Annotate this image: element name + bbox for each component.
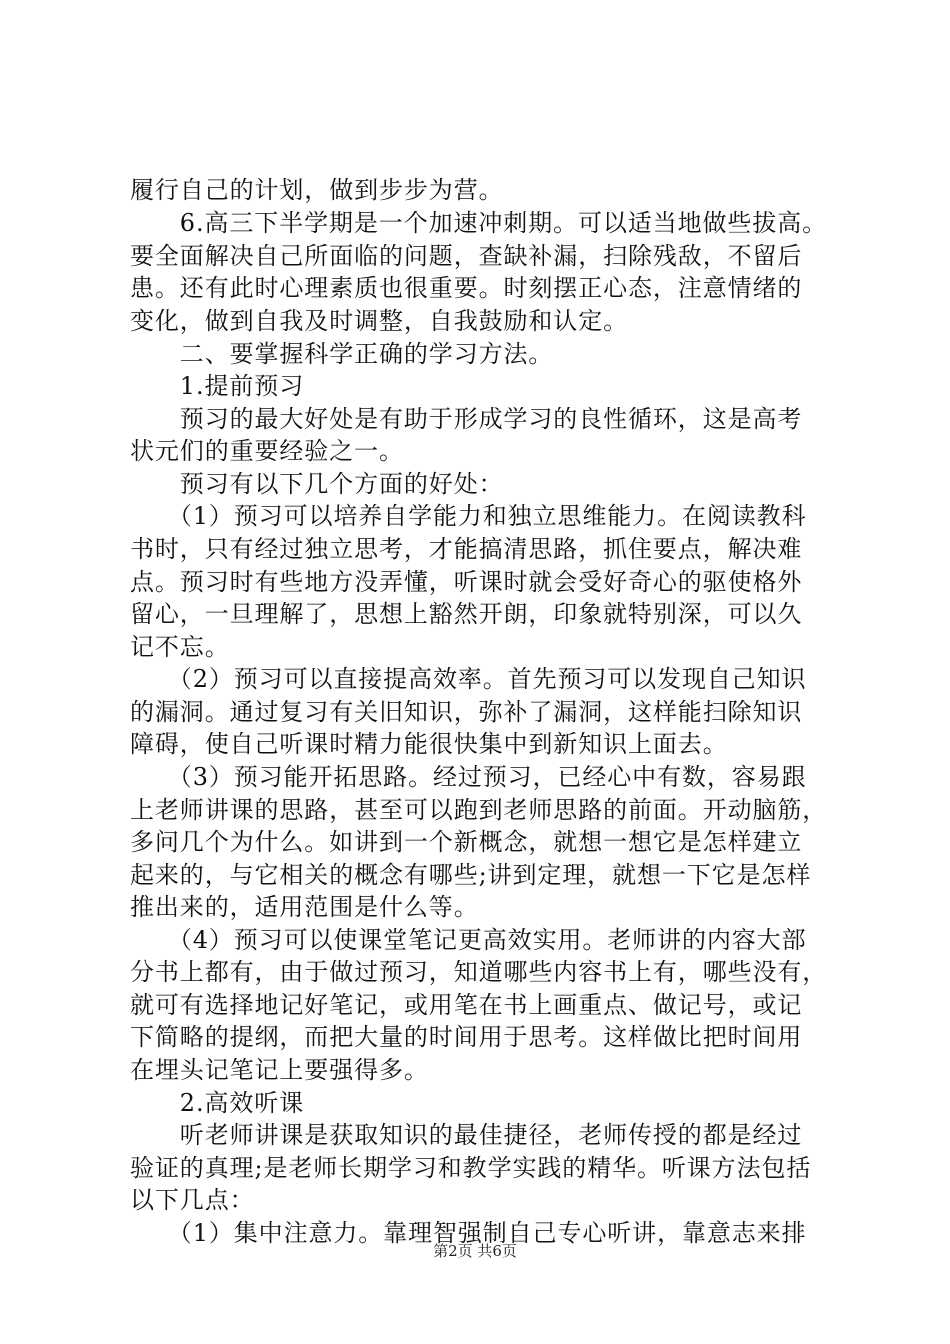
text-line: 患。还有此时心理素质也很重要。时刻摆正心态，注意情绪的 [130, 274, 803, 302]
page-number-footer: 第2页 共6页 [433, 1242, 517, 1260]
text-line: 履行自己的计划，做到步步为营。 [130, 176, 504, 204]
text-line: 起来的，与它相关的概念有哪些;讲到定理，就想一下它是怎样 [130, 861, 812, 889]
text-line: 变化，做到自我及时调整，自我鼓励和认定。 [130, 307, 628, 335]
subsection-heading: 2.高效听课 [130, 1089, 305, 1117]
text-line: 预习有以下几个方面的好处： [130, 470, 504, 498]
text-line: 分书上都有，由于做过预习，知道哪些内容书上有，哪些没有， [130, 958, 828, 986]
text-line: 在埋头记笔记上要强得多。 [130, 1056, 429, 1084]
text-line: 预习的最大好处是有助于形成学习的良性循环，这是高考 [130, 405, 803, 433]
text-line: 6.高三下半学期是一个加速冲刺期。可以适当地做些拔高。 [130, 209, 827, 237]
text-line: 书时，只有经过独立思考，才能搞清思路，抓住要点，解决难 [130, 535, 803, 563]
text-line: （2）预习可以直接提高效率。首先预习可以发现自己知识 [130, 665, 807, 693]
text-line: 点。预习时有些地方没弄懂，听课时就会受好奇心的驱使格外 [130, 568, 803, 596]
text-line: （3）预习能开拓思路。经过预习，已经心中有数，容易跟 [130, 763, 807, 791]
text-line: 就可有选择地记好笔记，或用笔在书上画重点、做记号，或记 [130, 991, 803, 1019]
text-line: 状元们的重要经验之一。 [130, 437, 404, 465]
text-line: 以下几点： [130, 1186, 255, 1214]
text-line: 记不忘。 [130, 633, 230, 661]
text-line: 的漏洞。通过复习有关旧知识，弥补了漏洞，这样能扫除知识 [130, 698, 803, 726]
text-line: 障碍，使自己听课时精力能很快集中到新知识上面去。 [130, 730, 728, 758]
text-line: （1）集中注意力。靠理智强制自己专心听讲，靠意志来排 [130, 1219, 807, 1247]
text-line: 多问几个为什么。如讲到一个新概念，就想一想它是怎样建立 [130, 828, 803, 856]
text-line: 验证的真理;是老师长期学习和教学实践的精华。听课方法包括 [130, 1154, 812, 1182]
section-heading: 二、要掌握科学正确的学习方法。 [130, 340, 554, 368]
text-line: 上老师讲课的思路，甚至可以跑到老师思路的前面。开动脑筋， [130, 796, 828, 824]
text-line: 听老师讲课是获取知识的最佳捷径，老师传授的都是经过 [130, 1121, 803, 1149]
text-line: 要全面解决自己所面临的问题，查缺补漏，扫除残敌，不留后 [130, 242, 803, 270]
text-line: （4）预习可以使课堂笔记更高效实用。老师讲的内容大部 [130, 926, 807, 954]
subsection-heading: 1.提前预习 [130, 372, 305, 400]
text-line: 下简略的提纲，而把大量的时间用于思考。这样做比把时间用 [130, 1023, 803, 1051]
text-line: （1）预习可以培养自学能力和独立思维能力。在阅读教科 [130, 502, 807, 530]
text-line: 留心，一旦理解了，思想上豁然开朗，印象就特别深，可以久 [130, 600, 803, 628]
text-line: 推出来的，适用范围是什么等。 [130, 893, 479, 921]
